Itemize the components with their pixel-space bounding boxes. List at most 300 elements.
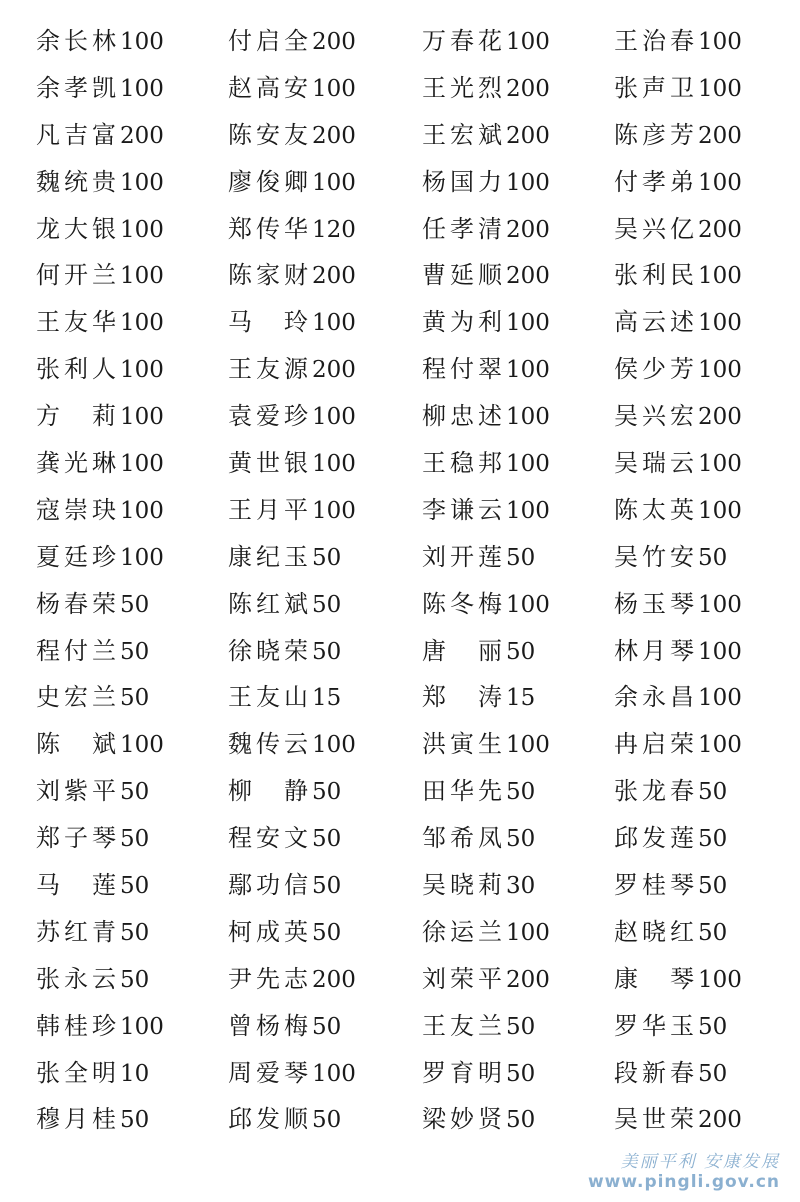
donor-row: [36, 440, 776, 487]
donation-amount: 15: [506, 685, 536, 712]
donation-amount: 100: [698, 263, 742, 290]
donor-name: 吴晓莉: [422, 871, 506, 900]
donor-row: [36, 252, 776, 299]
donor-name: 赵高安: [228, 73, 312, 102]
donation-amount: 100: [506, 404, 550, 431]
donor-name: 罗育明: [422, 1058, 506, 1087]
donor-row: [36, 768, 776, 815]
donation-amount: 200: [312, 122, 356, 149]
donor-entry: [36, 487, 164, 534]
donation-amount: 100: [698, 451, 742, 478]
donor-name: 万春花: [422, 27, 506, 55]
donation-amount: 50: [506, 544, 536, 571]
donor-name: 龙大银: [36, 214, 120, 243]
donation-amount: 50: [698, 1013, 728, 1040]
donor-entry: [422, 534, 535, 581]
donation-amount: 50: [312, 1013, 342, 1040]
donation-amount: 100: [120, 544, 164, 571]
donor-name: 余永昌: [614, 683, 698, 712]
donor-row: [36, 721, 776, 768]
donation-amount: 50: [312, 1107, 342, 1134]
donor-entry: [422, 909, 550, 956]
donor-name: 罗桂琴: [614, 871, 698, 900]
donor-entry: [36, 815, 149, 862]
donation-amount: 200: [506, 263, 550, 290]
donor-name: 张利人: [36, 355, 120, 384]
donor-name: 程付兰: [36, 636, 120, 665]
donor-entry: [422, 112, 550, 159]
donor-name: 龚光琳: [36, 449, 120, 478]
donor-row: [36, 65, 776, 112]
donor-row: [36, 206, 776, 253]
donor-name: 康纪玉: [228, 542, 312, 571]
donor-row: [36, 393, 776, 440]
donation-amount: 100: [120, 404, 164, 431]
donation-amount: 200: [312, 29, 356, 55]
donor-name: 王月平: [228, 495, 312, 524]
donor-entry: [614, 18, 742, 65]
donation-amount: 50: [120, 1107, 150, 1134]
donor-name: 柳忠述: [422, 402, 506, 431]
donor-name: 周爱琴: [228, 1058, 312, 1087]
donor-entry: [228, 65, 356, 112]
donor-entry: [228, 628, 341, 675]
donation-amount: 50: [312, 591, 342, 618]
donation-amount: 100: [698, 75, 742, 102]
donor-row: [36, 1003, 776, 1050]
donor-name: 廖俊卿: [228, 167, 312, 196]
site-watermark: [588, 1147, 780, 1192]
donation-amount: 100: [312, 1060, 356, 1087]
donor-entry: [36, 674, 149, 721]
donor-name: 邹希凤: [422, 824, 506, 853]
donor-entry: [36, 393, 164, 440]
donor-name: 冉启荣: [614, 730, 698, 759]
donation-amount: 50: [120, 685, 150, 712]
donation-amount: 100: [506, 591, 550, 618]
donor-entry: [614, 252, 742, 299]
donor-name: 王宏斌: [422, 120, 506, 149]
donor-entry: [422, 206, 550, 253]
donor-name: 陈太英: [614, 495, 698, 524]
donor-entry: [614, 534, 727, 581]
donor-entry: [228, 1050, 356, 1097]
donor-name: 段新春: [614, 1058, 698, 1087]
donation-amount: 100: [506, 29, 550, 55]
donation-amount: 100: [120, 451, 164, 478]
donor-entry: [228, 1096, 341, 1143]
donation-amount: 50: [120, 826, 150, 853]
donor-name: 洪寅生: [422, 730, 506, 759]
donation-amount: 200: [506, 75, 550, 102]
donor-entry: [228, 815, 341, 862]
donor-entry: [614, 721, 742, 768]
donor-row: [36, 534, 776, 581]
donation-amount: 100: [312, 169, 356, 196]
donor-entry: [422, 299, 550, 346]
donor-row: [36, 346, 776, 393]
donor-entry: [36, 18, 164, 65]
donation-amount: 50: [698, 826, 728, 853]
donation-amount: 100: [698, 638, 742, 665]
donor-entry: [614, 1096, 742, 1143]
donor-name: 余孝凯: [36, 73, 120, 102]
donor-name: 徐运兰: [422, 917, 506, 946]
donation-amount: 100: [698, 169, 742, 196]
donor-entry: [228, 206, 356, 253]
donor-entry: [36, 862, 149, 909]
donation-amount: 50: [506, 1013, 536, 1040]
donation-amount: 100: [312, 451, 356, 478]
donation-amount: 50: [120, 966, 150, 993]
donation-amount: 15: [312, 685, 342, 712]
donor-name: 刘紫平: [36, 777, 120, 806]
donor-name: 王友华: [36, 308, 120, 337]
donor-name: 陈 斌: [36, 730, 120, 759]
donor-entry: [422, 815, 535, 862]
donor-entry: [422, 487, 550, 534]
donation-amount: 50: [120, 919, 150, 946]
donation-amount: 200: [506, 966, 550, 993]
donor-entry: [614, 956, 742, 1003]
donor-entry: [614, 768, 727, 815]
donor-entry: [228, 393, 356, 440]
donor-entry: [36, 956, 149, 1003]
donor-name: 刘开莲: [422, 542, 506, 571]
donor-entry: [228, 956, 356, 1003]
donor-name: 陈冬梅: [422, 589, 506, 618]
donor-name: 杨春荣: [36, 589, 120, 618]
donation-amount: 50: [698, 544, 728, 571]
donation-amount: 120: [312, 216, 356, 243]
donor-entry: [614, 909, 727, 956]
donor-name: 尹先志: [228, 964, 312, 993]
donor-name: 曾杨梅: [228, 1011, 312, 1040]
donor-name: 苏红青: [36, 917, 120, 946]
donor-name: 陈家财: [228, 261, 312, 290]
donor-name: 郑子琴: [36, 824, 120, 853]
watermark-slogan: 美丽平利 安康发展: [620, 1152, 780, 1172]
donation-amount: 100: [120, 263, 164, 290]
donation-amount: 50: [698, 919, 728, 946]
donation-amount: 100: [698, 591, 742, 618]
donor-entry: [228, 487, 356, 534]
donor-name: 张全明: [36, 1058, 120, 1087]
donor-name: 付启全: [228, 27, 312, 55]
donation-amount: 50: [506, 826, 536, 853]
donor-entry: [36, 768, 149, 815]
donor-row: [36, 581, 776, 628]
donor-entry: [228, 721, 356, 768]
donor-entry: [614, 862, 727, 909]
donation-amount: 100: [698, 29, 742, 55]
donor-entry: [614, 112, 742, 159]
donor-name: 王友兰: [422, 1011, 506, 1040]
donor-name: 陈彦芳: [614, 120, 698, 149]
donor-name: 杨国力: [422, 167, 506, 196]
donation-amount: 10: [120, 1060, 150, 1087]
donor-name: 吴瑞云: [614, 449, 698, 478]
donor-entry: [228, 159, 356, 206]
donation-amount: 200: [312, 966, 356, 993]
donor-name: 吴兴宏: [614, 402, 698, 431]
donor-name: 马 玲: [228, 308, 312, 337]
donor-row: [36, 909, 776, 956]
donation-amount: 100: [312, 310, 356, 337]
donor-entry: [36, 581, 149, 628]
donor-entry: [614, 346, 742, 393]
donor-entry: [422, 440, 550, 487]
donation-amount: 50: [506, 779, 536, 806]
donation-amount: 50: [312, 544, 342, 571]
donor-name: 余长林: [36, 27, 120, 55]
donation-amount: 100: [506, 732, 550, 759]
donor-name: 张利民: [614, 261, 698, 290]
donor-name: 邱发莲: [614, 824, 698, 853]
donor-entry: [422, 252, 550, 299]
donor-name: 王稳邦: [422, 449, 506, 478]
donation-amount: 50: [312, 919, 342, 946]
donor-entry: [422, 346, 550, 393]
donor-name: 徐晓荣: [228, 636, 312, 665]
donor-entry: [36, 1050, 149, 1097]
donation-amount: 50: [506, 1107, 536, 1134]
donation-amount: 50: [312, 638, 342, 665]
donation-amount: 100: [698, 310, 742, 337]
donation-amount: 100: [698, 357, 742, 384]
donation-amount: 200: [698, 1107, 742, 1134]
donor-name: 张声卫: [614, 73, 698, 102]
donor-entry: [422, 65, 550, 112]
donor-entry: [422, 18, 550, 65]
donor-row: [36, 1096, 776, 1143]
donor-row: [36, 815, 776, 862]
donor-entry: [614, 299, 742, 346]
donor-name: 鄢功信: [228, 871, 312, 900]
donor-entry: [228, 534, 341, 581]
donation-amount: 100: [698, 497, 742, 524]
donor-entry: [36, 206, 164, 253]
donation-amount: 100: [120, 497, 164, 524]
donor-name: 韩桂珍: [36, 1011, 120, 1040]
donation-amount: 100: [120, 1013, 164, 1040]
donor-entry: [36, 1003, 164, 1050]
donor-entry: [36, 65, 164, 112]
donor-name: 梁妙贤: [422, 1105, 506, 1134]
donor-name: 柳 静: [228, 777, 312, 806]
donor-name: 唐 丽: [422, 636, 506, 665]
donor-entry: [614, 487, 742, 534]
donor-entry: [422, 674, 535, 721]
donation-amount: 100: [506, 310, 550, 337]
donor-entry: [36, 346, 164, 393]
donor-name: 陈安友: [228, 120, 312, 149]
donor-name: 寇崇玦: [36, 495, 120, 524]
donor-entry: [614, 1003, 727, 1050]
donor-row: [36, 159, 776, 206]
donation-amount: 200: [506, 216, 550, 243]
donor-name: 何开兰: [36, 261, 120, 290]
donor-entry: [228, 299, 356, 346]
donor-entry: [422, 862, 535, 909]
donor-name: 高云述: [614, 308, 698, 337]
donor-entry: [36, 112, 164, 159]
donation-amount: 100: [312, 404, 356, 431]
donor-name: 曹延顺: [422, 261, 506, 290]
donor-entry: [422, 581, 550, 628]
donor-name: 康 琴: [614, 964, 698, 993]
donor-entry: [422, 721, 550, 768]
donor-entry: [228, 346, 356, 393]
donation-amount: 100: [506, 451, 550, 478]
donor-entry: [228, 252, 356, 299]
donor-entry: [228, 440, 356, 487]
donor-name: 穆月桂: [36, 1105, 120, 1134]
donor-entry: [36, 534, 164, 581]
donor-entry: [36, 909, 149, 956]
donor-entry: [614, 1050, 727, 1097]
donation-amount: 100: [506, 497, 550, 524]
donation-amount: 100: [120, 29, 164, 55]
donor-name: 马 莲: [36, 871, 120, 900]
donor-name: 付孝弟: [614, 167, 698, 196]
donor-name: 侯少芳: [614, 355, 698, 384]
donor-entry: [614, 674, 742, 721]
donation-amount: 100: [506, 357, 550, 384]
donor-name: 杨玉琴: [614, 589, 698, 618]
donor-name: 王治春: [614, 27, 698, 55]
donation-amount: 100: [120, 357, 164, 384]
donation-amount: 100: [120, 732, 164, 759]
donor-entry: [228, 1003, 341, 1050]
donation-amount: 50: [120, 779, 150, 806]
donor-name: 程安文: [228, 824, 312, 853]
donor-name: 程付翠: [422, 355, 506, 384]
donor-name: 凡吉富: [36, 120, 120, 149]
donation-amount: 100: [312, 75, 356, 102]
donor-name: 张永云: [36, 964, 120, 993]
donation-amount: 100: [312, 497, 356, 524]
donor-entry: [614, 440, 742, 487]
donor-row: [36, 487, 776, 534]
donor-name: 王友源: [228, 355, 312, 384]
donor-entry: [422, 768, 535, 815]
donor-entry: [422, 956, 550, 1003]
donor-entry: [36, 440, 164, 487]
donor-entry: [36, 1096, 149, 1143]
donation-amount: 100: [120, 310, 164, 337]
donation-amount: 50: [506, 1060, 536, 1087]
donation-amount: 100: [506, 919, 550, 946]
donation-amount: 200: [120, 122, 164, 149]
donation-amount: 50: [312, 873, 342, 900]
donor-name: 魏统贵: [36, 167, 120, 196]
donor-entry: [422, 1050, 535, 1097]
donor-row: [36, 628, 776, 675]
donor-entry: [36, 299, 164, 346]
donor-entry: [36, 252, 164, 299]
donor-entry: [228, 909, 341, 956]
donation-amount: 200: [698, 216, 742, 243]
donor-name: 田华先: [422, 777, 506, 806]
donor-row: [36, 862, 776, 909]
donation-amount: 100: [120, 169, 164, 196]
donor-name: 黄世银: [228, 449, 312, 478]
donation-amount: 100: [698, 966, 742, 993]
donor-name: 柯成英: [228, 917, 312, 946]
donor-entry: [614, 65, 742, 112]
donor-name: 李谦云: [422, 495, 506, 524]
donor-entry: [422, 628, 535, 675]
donor-entry: [614, 206, 742, 253]
donor-entry: [614, 628, 742, 675]
donor-name: 袁爱珍: [228, 402, 312, 431]
donation-amount: 200: [312, 263, 356, 290]
donor-entry: [422, 1003, 535, 1050]
donor-entry: [422, 159, 550, 206]
donor-row: [36, 299, 776, 346]
donor-entry: [228, 581, 341, 628]
donor-name: 邱发顺: [228, 1105, 312, 1134]
donor-row: [36, 112, 776, 159]
watermark-url: www.pingli.gov.cn: [587, 1172, 780, 1192]
donor-entry: [36, 628, 149, 675]
donation-amount: 200: [506, 122, 550, 149]
donor-entry: [614, 815, 727, 862]
donor-entry: [422, 1096, 535, 1143]
donor-name: 任孝清: [422, 214, 506, 243]
donor-name: 黄为利: [422, 308, 506, 337]
donor-entry: [228, 112, 356, 159]
donor-entry: [228, 768, 341, 815]
donor-entry: [614, 393, 742, 440]
donor-name: 吴竹安: [614, 542, 698, 571]
donation-amount: 50: [312, 826, 342, 853]
donation-amount: 200: [698, 404, 742, 431]
donation-amount: 50: [506, 638, 536, 665]
donor-entry: [228, 674, 341, 721]
donor-row: [36, 956, 776, 1003]
donation-amount: 200: [698, 122, 742, 149]
donor-name: 吴世荣: [614, 1105, 698, 1134]
donor-row: [36, 674, 776, 721]
donor-list: [36, 18, 776, 1143]
donor-entry: [36, 159, 164, 206]
donor-name: 魏传云: [228, 730, 312, 759]
donation-amount: 100: [120, 75, 164, 102]
donor-row: [36, 1050, 776, 1097]
donor-name: 郑传华: [228, 214, 312, 243]
donor-entry: [228, 18, 356, 65]
donor-name: 郑 涛: [422, 683, 506, 712]
donor-name: 方 莉: [36, 402, 120, 431]
donation-amount: 50: [698, 1060, 728, 1087]
donation-amount: 50: [120, 591, 150, 618]
donor-name: 林月琴: [614, 636, 698, 665]
donor-name: 史宏兰: [36, 683, 120, 712]
donor-entry: [422, 393, 550, 440]
donor-name: 王友山: [228, 683, 312, 712]
donation-amount: 50: [120, 638, 150, 665]
donation-amount: 50: [312, 779, 342, 806]
donation-amount: 100: [312, 732, 356, 759]
donation-amount: 200: [312, 357, 356, 384]
donor-name: 刘荣平: [422, 964, 506, 993]
donation-amount: 50: [120, 873, 150, 900]
donation-amount: 50: [698, 873, 728, 900]
donor-entry: [36, 721, 164, 768]
donation-amount: 30: [506, 873, 536, 900]
